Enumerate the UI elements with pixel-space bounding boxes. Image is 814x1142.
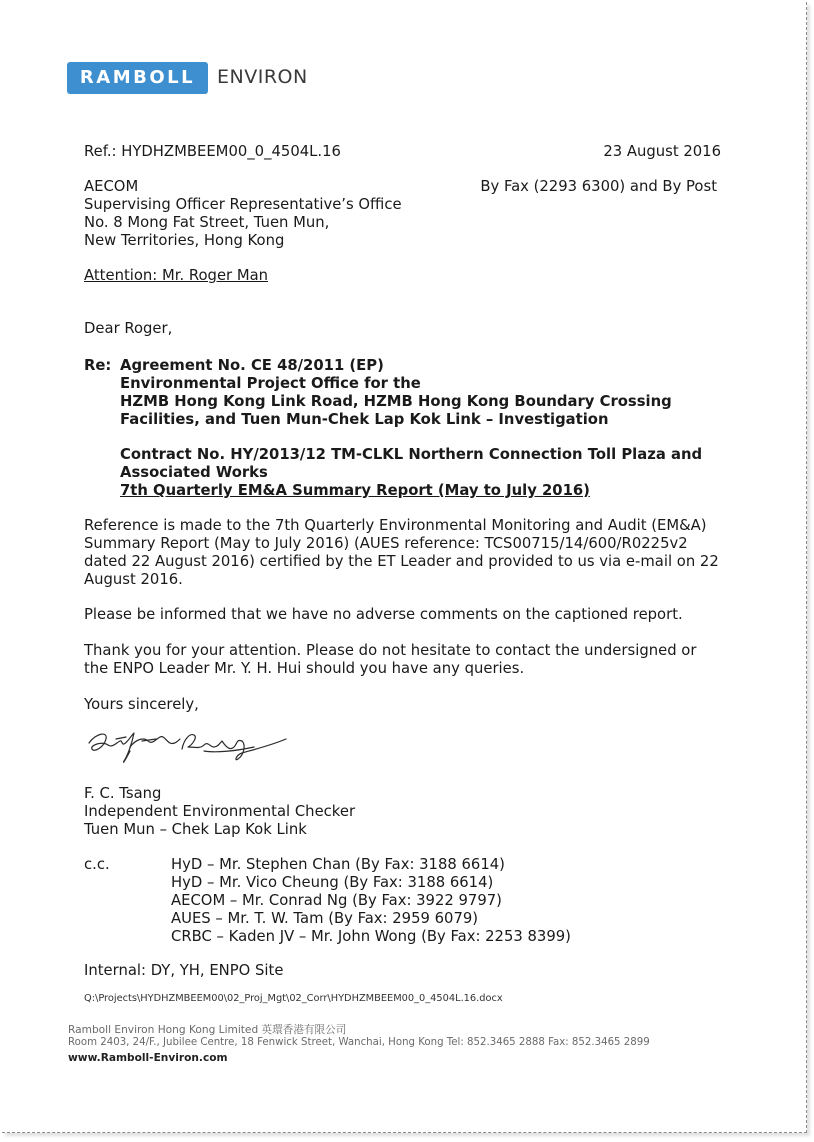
reference-number: Ref.: HYDHZMBEEM00_0_4504L.16	[84, 143, 341, 160]
cc-entry: CRBC – Kaden JV – Mr. John Wong (By Fax: 2253 8399)	[171, 928, 571, 945]
recipient-line: Supervising Officer Representative’s Office	[84, 196, 402, 213]
signatory-line: Independent Environmental Checker	[84, 803, 356, 820]
subject-line: HZMB Hong Kong Link Road, HZMB Hong Kong Boundary Crossing	[120, 393, 672, 410]
contract-line: Associated Works	[120, 464, 268, 481]
paragraph-line: dated 22 August 2016) certified by the ET Leader and provided to us via e-mail on 22	[84, 553, 719, 570]
paragraph-line: Please be informed that we have no adverse comments on the captioned report.	[84, 606, 683, 623]
logo-box	[67, 62, 208, 94]
signature-image	[86, 725, 291, 775]
recipient-line: New Territories, Hong Kong	[84, 232, 285, 249]
logo-brand: RAMBOLL	[79, 67, 196, 88]
footer-company: Ramboll Environ Hong Kong Limited 英環香港有限公司	[68, 1024, 347, 1036]
cc-entry: AUES – Mr. T. W. Tam (By Fax: 2959 6079)	[171, 910, 479, 927]
contract-line: Contract No. HY/2013/12 TM-CLKL Northern Connection Toll Plaza and	[120, 446, 703, 463]
letter-date: 23 August 2016	[603, 143, 721, 160]
recipient-line: No. 8 Mong Fat Street, Tuen Mun,	[84, 214, 330, 231]
closing: Yours sincerely,	[84, 696, 199, 713]
paragraph-line: Thank you for your attention. Please do not hesitate to contact the undersigned or	[84, 642, 697, 659]
paragraph-line: August 2016.	[84, 571, 183, 588]
signatory-line: Tuen Mun – Chek Lap Kok Link	[84, 821, 307, 838]
logo-name: ENVIRON	[217, 66, 308, 88]
delivery-method: By Fax (2293 6300) and By Post	[480, 178, 717, 195]
footer-website: www.Ramboll-Environ.com	[68, 1052, 228, 1064]
file-path: Q:\Projects\HYDHZMBEEM00\02_Proj_Mgt\02_Corr\HYDHZMBEEM00_0_4504L.16.docx	[84, 993, 503, 1004]
cc-label: c.c.	[84, 856, 110, 873]
subject-line: Agreement No. CE 48/2011 (EP)	[120, 357, 384, 374]
attention-line: Attention: Mr. Roger Man	[84, 267, 269, 284]
footer-address: Room 2403, 24/F., Jubilee Centre, 18 Fenwick Street, Wanchai, Hong Kong Tel: 852.3465 2888 Fax: 852.3465 2899	[68, 1037, 650, 1048]
paragraph-line: Summary Report (May to July 2016) (AUES reference: TCS00715/14/600/R0225v2	[84, 535, 688, 552]
subject-line: Facilities, and Tuen Mun-Chek Lap Kok Link – Investigation	[120, 411, 609, 428]
cc-entry: HyD – Mr. Stephen Chan (By Fax: 3188 6614)	[171, 856, 505, 873]
salutation: Dear Roger,	[84, 320, 173, 337]
cc-entry: HyD – Mr. Vico Cheung (By Fax: 3188 6614)	[171, 874, 494, 891]
cc-entry: AECOM – Mr. Conrad Ng (By Fax: 3922 9797)	[171, 892, 502, 909]
internal-distribution: Internal: DY, YH, ENPO Site	[84, 962, 284, 979]
paragraph-line: the ENPO Leader Mr. Y. H. Hui should you have any queries.	[84, 660, 525, 677]
paragraph-line: Reference is made to the 7th Quarterly Environmental Monitoring and Audit (EM&A)	[84, 517, 707, 534]
signatory-line: F. C. Tsang	[84, 785, 162, 802]
re-label: Re:	[84, 357, 112, 374]
recipient-line: AECOM	[84, 178, 139, 195]
report-title: 7th Quarterly EM&A Summary Report (May to July 2016)	[120, 482, 590, 499]
subject-line: Environmental Project Office for the	[120, 375, 421, 392]
